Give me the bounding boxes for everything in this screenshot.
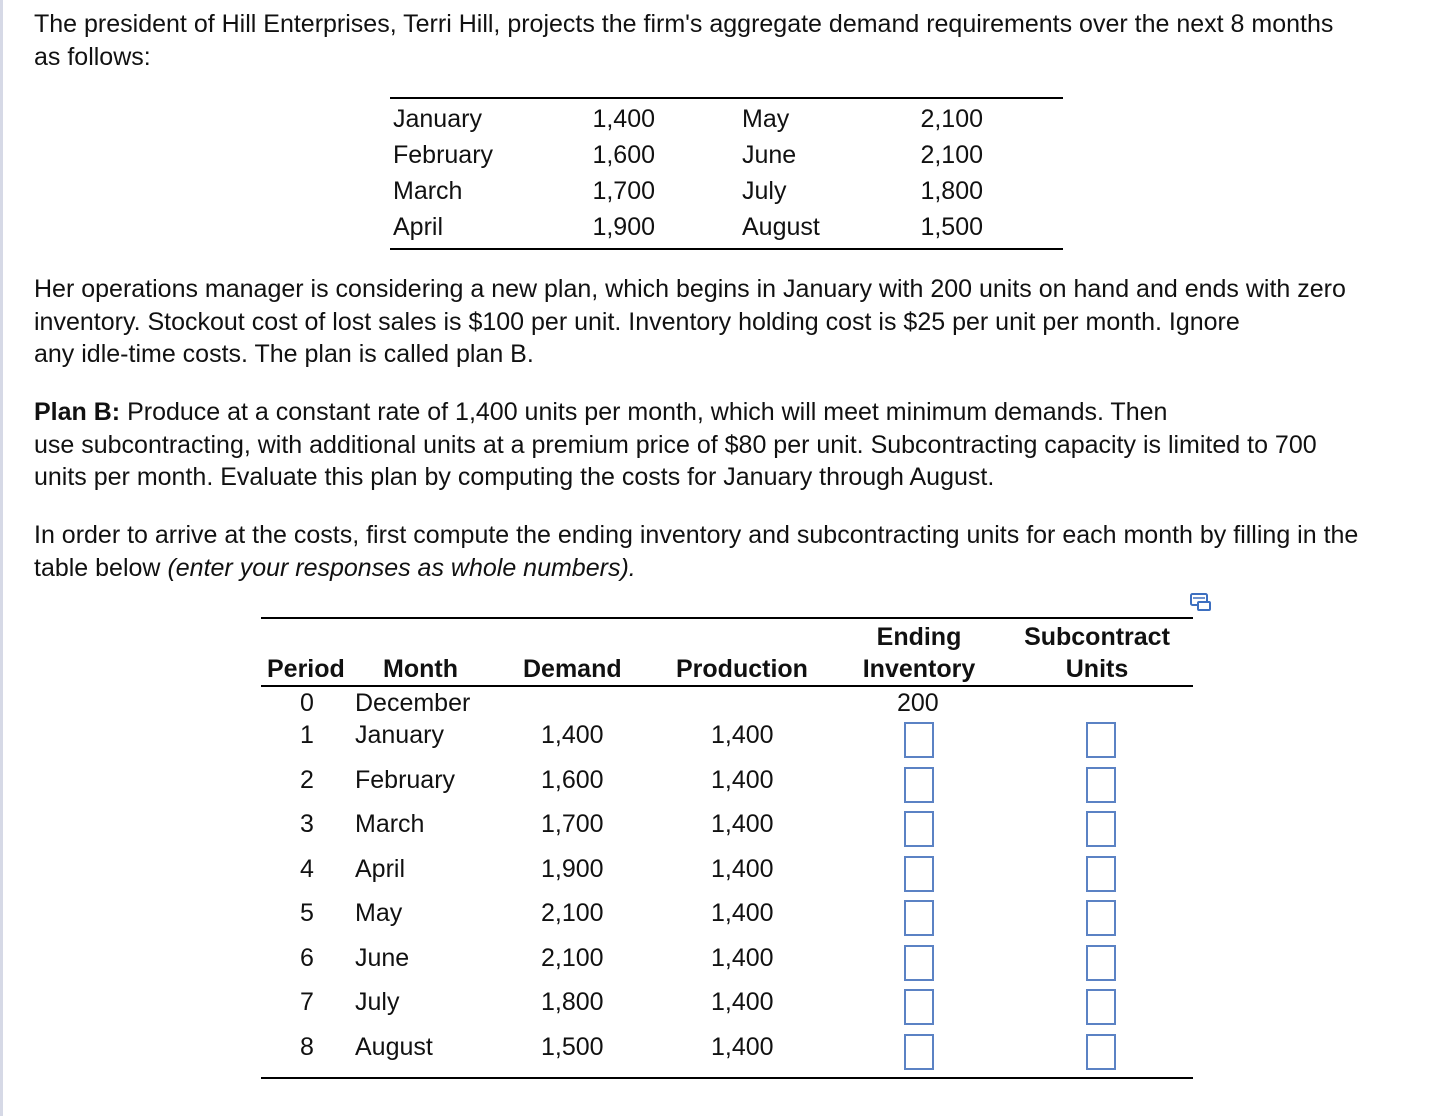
demand-value: 1,500	[920, 213, 983, 241]
demand-cell: 2,100	[541, 944, 604, 972]
ending-inventory-input[interactable]	[904, 989, 934, 1025]
ending-inventory-input[interactable]	[904, 1034, 934, 1070]
plan-b-line-3: units per month. Evaluate this plan by computing the costs for January through August.	[34, 463, 995, 491]
demand-value: 1,700	[592, 177, 655, 205]
ending-inventory-input[interactable]	[904, 900, 934, 936]
header-ending-2: Inventory	[862, 655, 976, 683]
plan-b-line-1	[34, 396, 1317, 429]
subcontract-units-input[interactable]	[1086, 1034, 1116, 1070]
demand-cell: 1,500	[541, 1033, 604, 1061]
production-cell: 1,400	[711, 855, 774, 883]
plan-b-paragraph	[34, 396, 1317, 494]
period-cell: 6	[300, 944, 314, 972]
plan-b-label: Plan B:	[34, 398, 121, 426]
demand-cell: 2,100	[541, 899, 604, 927]
production-cell: 1,400	[711, 988, 774, 1016]
production-cell: 1,400	[711, 810, 774, 838]
production-cell: 1,400	[711, 899, 774, 927]
demand-cell: 1,400	[541, 721, 604, 749]
demand-cell: 1,700	[541, 810, 604, 838]
month-cell: May	[355, 899, 403, 927]
demand-cell: 1,600	[541, 766, 604, 794]
initial-ending-inventory: 200	[897, 689, 939, 717]
subcontract-units-input[interactable]	[1086, 722, 1116, 758]
demand-month: March	[393, 177, 463, 205]
subcontract-units-input[interactable]	[1086, 811, 1116, 847]
header-subcontract-1: Subcontract	[1024, 623, 1170, 651]
ending-inventory-input[interactable]	[904, 767, 934, 803]
left-edge-border	[0, 0, 3, 1116]
subcontract-units-input[interactable]	[1086, 989, 1116, 1025]
period-cell: 3	[300, 810, 314, 838]
scenario-line-1: Her operations manager is considering a new plan, which begins in January with 200 units on hand and ends with zero	[34, 275, 1346, 303]
month-cell: August	[355, 1033, 433, 1061]
demand-value: 1,600	[592, 141, 655, 169]
intro-line-1: The president of Hill Enterprises, Terri Hill, projects the firm's aggregate demand requirements over the next 8 months	[34, 10, 1334, 38]
header-month: Month	[383, 655, 458, 683]
intro-paragraph	[34, 8, 1333, 73]
production-cell: 1,400	[711, 944, 774, 972]
period-cell: 5	[300, 899, 314, 927]
instructions-paragraph	[34, 519, 1358, 584]
scenario-paragraph	[34, 273, 1346, 371]
answer-table	[261, 617, 1193, 1079]
header-period: Period	[267, 655, 345, 683]
subcontract-units-input[interactable]	[1086, 767, 1116, 803]
demand-cell: 1,800	[541, 988, 604, 1016]
demand-month: January	[393, 105, 482, 133]
plan-b-line-2: use subcontracting, with additional units at a premium price of $80 per unit. Subcontracting capacity is limited to 700	[34, 430, 1317, 459]
month-cell: July	[355, 988, 400, 1016]
ending-inventory-input[interactable]	[904, 811, 934, 847]
month-cell: January	[355, 721, 444, 749]
demand-month: April	[393, 213, 444, 241]
period-cell: 7	[300, 988, 314, 1016]
instructions-line-2	[34, 552, 1358, 585]
period-cell: 1	[300, 721, 314, 749]
period-cell: 2	[300, 766, 314, 794]
demand-cell: 1,900	[541, 855, 604, 883]
period-cell: 8	[300, 1033, 314, 1061]
month-cell: June	[355, 944, 410, 972]
demand-value: 1,800	[920, 177, 983, 205]
period-cell: 4	[300, 855, 314, 883]
subcontract-units-input[interactable]	[1086, 856, 1116, 892]
production-cell: 1,400	[711, 766, 774, 794]
demand-month: July	[742, 177, 787, 205]
intro-line-2: as follows:	[34, 42, 151, 71]
month-cell: February	[355, 766, 456, 794]
ending-inventory-input[interactable]	[904, 722, 934, 758]
header-demand: Demand	[523, 655, 622, 683]
subcontract-units-input[interactable]	[1086, 900, 1116, 936]
month-cell: April	[355, 855, 406, 883]
demand-table	[390, 97, 1063, 250]
header-production: Production	[676, 655, 808, 683]
header-ending-1: Ending	[876, 623, 962, 651]
instructions-line-2-text: table below	[34, 553, 168, 582]
scenario-line-3: any idle-time costs. The plan is called plan B.	[34, 340, 534, 368]
instructions-hint: (enter your responses as whole numbers).	[167, 553, 636, 582]
scenario-line-2: inventory. Stockout cost of lost sales is $100 per unit. Inventory holding cost is $25 per unit per month. Ignore	[34, 307, 1240, 336]
subcontract-units-input[interactable]	[1086, 945, 1116, 981]
production-cell: 1,400	[711, 1033, 774, 1061]
header-subcontract-2: Units	[1065, 655, 1129, 683]
ending-inventory-input[interactable]	[904, 856, 934, 892]
initial-month: December	[355, 689, 471, 717]
copy-table-icon[interactable]	[1190, 592, 1212, 612]
ending-inventory-input[interactable]	[904, 945, 934, 981]
demand-value: 1,900	[592, 213, 655, 241]
month-cell: March	[355, 810, 425, 838]
production-cell: 1,400	[711, 721, 774, 749]
demand-month: May	[742, 105, 790, 133]
instructions-line-1: In order to arrive at the costs, first compute the ending inventory and subcontracting units for each month by filling in the	[34, 521, 1359, 549]
demand-value: 2,100	[920, 105, 983, 133]
demand-month: August	[742, 213, 820, 241]
demand-month: February	[393, 141, 494, 169]
demand-month: June	[742, 141, 797, 169]
demand-value: 2,100	[920, 141, 983, 169]
demand-value: 1,400	[592, 105, 655, 133]
initial-period: 0	[300, 689, 314, 717]
plan-b-line-1-text: Produce at a constant rate of 1,400 units per month, which will meet minimum demands. Then	[120, 398, 1168, 426]
